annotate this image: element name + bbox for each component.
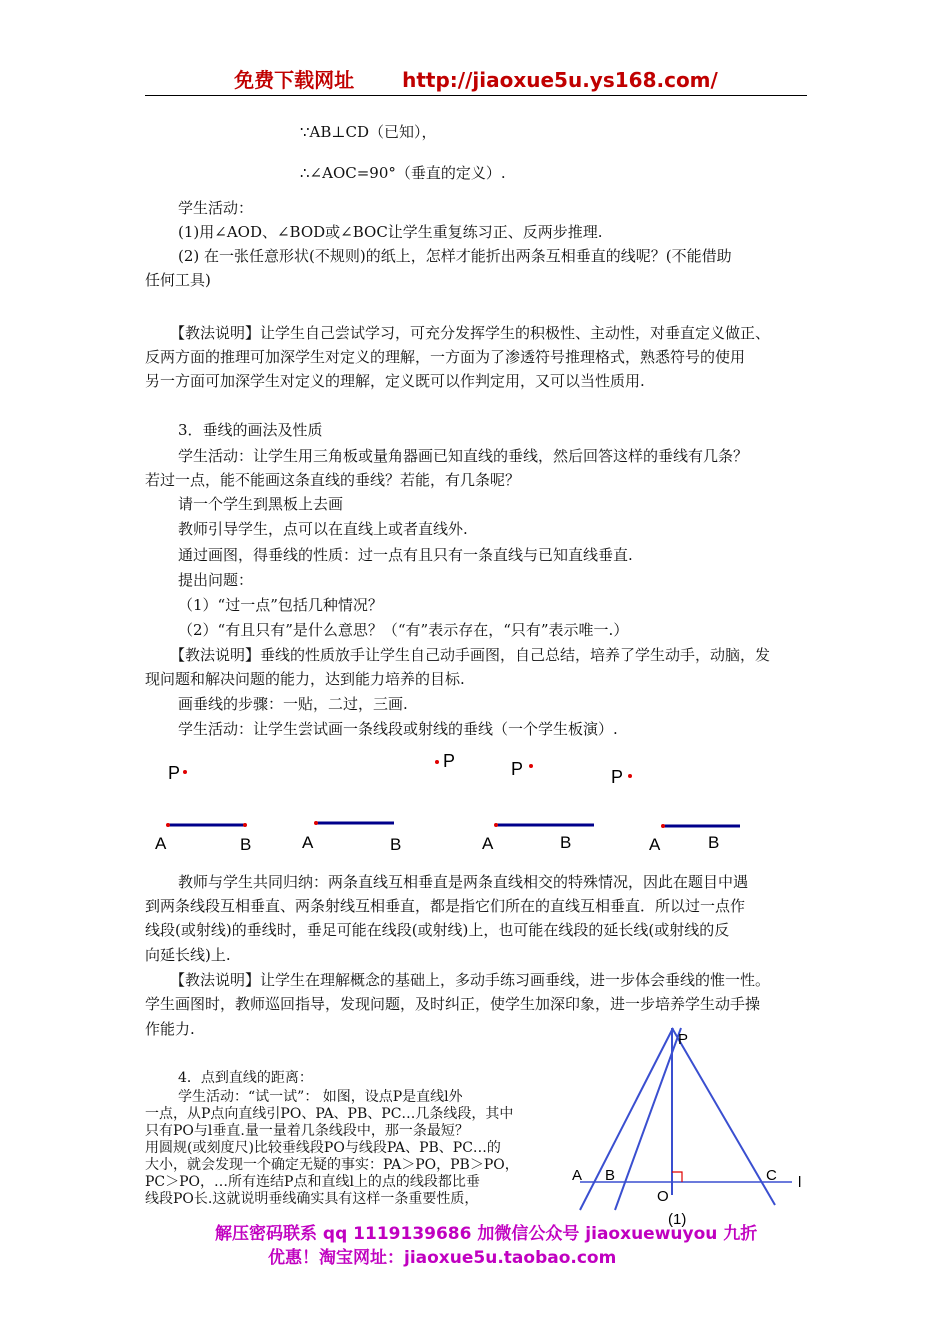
text-line: 学生画图时，教师巡回指导，发现问题，及时纠正，使学生加深印象，进一步培养学生动手操 — [145, 995, 761, 1013]
perpendicular-figure — [560, 1020, 820, 1230]
text-line: 大小，就会发现一个确定无疑的事实：PA＞PO，PB＞PO， — [145, 1157, 519, 1173]
point-label-a: A — [482, 834, 494, 853]
text-line: 用圆规(或刻度尺)比较垂线段PO与线段PA、PB、PC…的 — [145, 1140, 501, 1156]
text-line: 画垂线的步骤：一贴，二过，三画. — [178, 695, 408, 713]
text-line: 反两方面的推理可加深学生对定义的理解，一方面为了渗透符号推理格式，熟悉符号的使用 — [145, 348, 746, 366]
point-label-b: B — [708, 833, 720, 852]
text-line: 学生活动： — [178, 199, 254, 217]
point-label-p: P — [443, 751, 456, 771]
text-line: 一点，从P点向直线引PO、PA、PB、PC…几条线段，其中 — [145, 1106, 514, 1122]
point-dot — [183, 770, 187, 774]
point-label-a: A — [649, 835, 661, 854]
text-line: 教师引导学生，点可以在直线上或者直线外. — [178, 520, 468, 538]
point-label-b: B — [605, 1167, 616, 1184]
text-line: 作能力. — [145, 1020, 195, 1038]
text-line: 任何工具) — [145, 271, 211, 289]
header-site-label: 免费下载网址 — [234, 68, 355, 92]
point-label-a: A — [155, 834, 167, 853]
text-line: 【教法说明】垂线的性质放手让学生自己动手画图，自己总结，培养了学生动手，动脑，发 — [170, 646, 771, 664]
text-line: ∵AB⊥CD（已知）， — [300, 123, 437, 141]
text-line: 学生活动：“试一试”： 如图，设点P是直线l外 — [178, 1089, 463, 1105]
section-heading: 4．点到直线的距离： — [178, 1070, 313, 1086]
line-pc — [672, 1028, 775, 1205]
text-line: 若过一点，能不能画这条直线的垂线？若能，有几条呢？ — [145, 471, 521, 489]
point-dot — [494, 823, 498, 827]
text-line: ∴∠AOC=90°（垂直的定义）. — [300, 164, 506, 182]
text-line: （1）“过一点”包括几种情况？ — [178, 596, 383, 614]
point-label-p: P — [678, 1031, 689, 1048]
header-divider — [145, 95, 807, 96]
header-url[interactable]: http://jiaoxue5u.ys168.com/ — [402, 68, 718, 92]
footer-line-1: 解压密码联系 qq 1119139686 加微信公众号 jiaoxuewuyou 九折 — [215, 1224, 758, 1244]
point-dot — [243, 823, 247, 827]
text-line: 线段PO长.这就说明垂线确实具有这样一条重要性质， — [145, 1191, 479, 1207]
section-heading: 3．垂线的画法及性质 — [178, 421, 323, 439]
point-dot — [166, 823, 170, 827]
text-line: 学生活动：让学生用三角板或量角器画已知直线的垂线，然后回答这样的垂线有几条？ — [178, 447, 749, 465]
text-line: 线段(或射线)的垂线时，垂足可能在线段(或射线)上，也可能在线段的延长线(或射线的反 — [145, 921, 730, 939]
page-header — [145, 64, 807, 93]
right-angle-mark — [672, 1172, 682, 1182]
point-label-l: l — [798, 1174, 802, 1191]
point-dot — [529, 764, 533, 768]
text-line: 向延长线)上. — [145, 946, 231, 964]
footer-label: 优惠！淘宝网址： — [268, 1248, 404, 1268]
point-label-p: P — [611, 767, 624, 787]
text-line: 另一方面可加深学生对定义的理解，定义既可以作判定用，又可以当性质用. — [145, 372, 645, 390]
text-line: 学生活动：让学生尝试画一条线段或射线的垂线（一个学生板演）. — [178, 720, 618, 738]
point-dot — [314, 821, 318, 825]
point-dot — [435, 760, 439, 764]
point-label-b: B — [560, 833, 572, 852]
text-line: PC＞PO，…所有连结P点和直线l上的点的线段都比垂 — [145, 1174, 480, 1190]
text-line: (1)用∠AOD、∠BOD或∠BOC让学生重复练习正、反两步推理. — [178, 223, 603, 241]
text-line: (2) 在一张任意形状(不规则)的纸上，怎样才能折出两条互相垂直的线呢？(不能借助 — [178, 247, 732, 265]
point-label-p: P — [511, 759, 524, 779]
footer-line-2 — [268, 1243, 828, 1268]
point-label-a: A — [302, 833, 314, 852]
figure-caption: (1) — [668, 1211, 687, 1228]
point-dot — [661, 824, 665, 828]
text-line: 教师与学生共同归纳：两条直线互相垂直是两条直线相交的特殊情况，因此在题目中遇 — [178, 873, 749, 891]
text-line: 请一个学生到黑板上去画 — [178, 495, 344, 513]
text-line: 提出问题： — [178, 571, 254, 589]
text-line: 【教法说明】让学生自己尝试学习，可充分发挥学生的积极性、主动性，对垂直定义做正、 — [170, 324, 771, 342]
taobao-link[interactable]: jiaoxue5u.taobao.com — [404, 1248, 617, 1268]
point-dot — [628, 774, 632, 778]
text-line: 现问题和解决问题的能力，达到能力培养的目标. — [145, 670, 465, 688]
point-label-p: P — [168, 763, 181, 783]
point-label-b: B — [240, 835, 252, 854]
point-label-c: C — [766, 1167, 777, 1184]
text-line: 到两条线段互相垂直、两条射线互相垂直，都是指它们所在的直线互相垂直．所以过一点作 — [145, 897, 746, 915]
text-line: 【教法说明】让学生在理解概念的基础上，多动手练习画垂线，进一步体会垂线的惟一性。 — [170, 971, 771, 989]
segment-figures — [0, 745, 950, 860]
text-line: 只有PO与l垂直.量一量着几条线段中，那一条最短？ — [145, 1123, 469, 1139]
point-label-b: B — [390, 835, 402, 854]
text-line: 通过画图，得垂线的性质：过一点有且只有一条直线与已知直线垂直. — [178, 546, 633, 564]
point-label-a: A — [572, 1167, 583, 1184]
point-label-o: O — [657, 1188, 669, 1205]
text-line: （2）“有且只有”是什么意思？（“有”表示存在，“只有”表示唯一.） — [178, 621, 629, 639]
